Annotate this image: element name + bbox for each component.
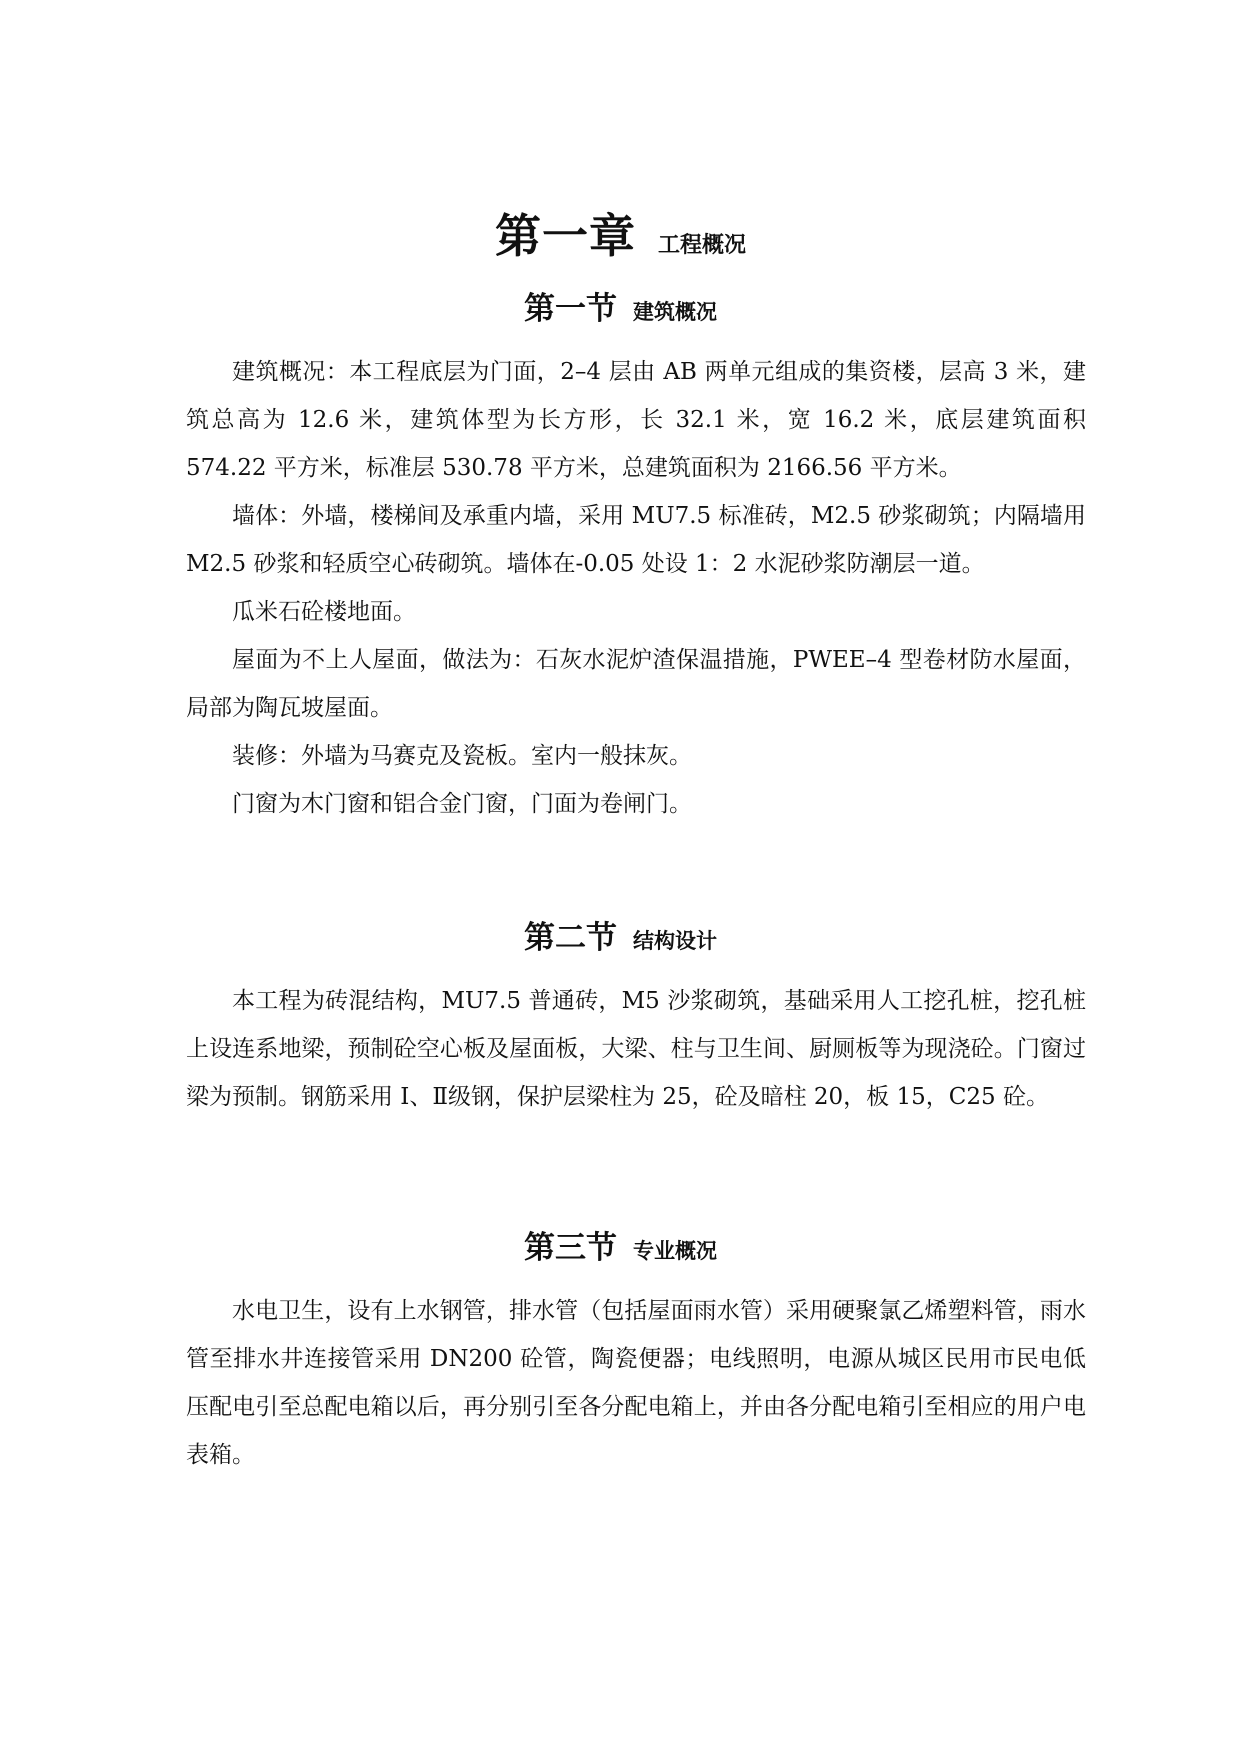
section-title: 专业概况 [633, 1239, 717, 1263]
chapter-heading [0, 200, 1241, 266]
paragraph: 水电卫生，设有上水钢管，排水管（包括屋面雨水管）采用硬聚氯乙烯塑料管，雨水管至排水井连接管采用 DN200 砼管，陶瓷便器；电线照明，电源从城区民用市民电低压配电引至总配电箱以后，再分别引至各分配电箱上，并由各分配电箱引至相应的用户电表箱。 [186, 1298, 1086, 1468]
section-body-3 [186, 1287, 1086, 1479]
section-body-1 [186, 348, 1086, 828]
section-number: 第二节 [524, 920, 617, 956]
section-title: 结构设计 [633, 929, 717, 953]
chapter-number: 第一章 [494, 209, 636, 263]
section-number: 第三节 [524, 1230, 617, 1266]
paragraph: 门窗为木门窗和铝合金门窗，门面为卷闸门。 [232, 791, 692, 817]
section-title: 建筑概况 [633, 300, 717, 324]
section-heading-2 [0, 912, 1241, 957]
paragraph: 瓜米石砼楼地面。 [232, 599, 416, 625]
paragraph: 墙体：外墙，楼梯间及承重内墙，采用 MU7.5 标准砖，M2.5 砂浆砌筑；内隔墙用 M2.5 砂浆和轻质空心砖砌筑。墙体在-0.05 处设 1：2 水泥砂浆防潮层一道。 [186, 503, 1086, 577]
section-heading-1 [0, 283, 1241, 328]
paragraph: 屋面为不上人屋面，做法为：石灰水泥炉渣保温措施，PWEE–4 型卷材防水屋面，局部为陶瓦坡屋面。 [186, 647, 1086, 721]
paragraph: 装修：外墙为马赛克及瓷板。室内一般抹灰。 [232, 743, 692, 769]
section-number: 第一节 [524, 291, 617, 327]
section-body-2 [186, 977, 1086, 1121]
section-heading-3 [0, 1222, 1241, 1267]
paragraph: 建筑概况：本工程底层为门面，2–4 层由 AB 两单元组成的集资楼，层高 3 米，建筑总高为 12.6 米，建筑体型为长方形，长 32.1 米，宽 16.2 米，底层建筑面积 574.22 平方米，标准层 530.78 平方米，总建筑面积为 2166.56 平方米。 [186, 359, 1086, 481]
paragraph: 本工程为砖混结构，MU7.5 普通砖，M5 沙浆砌筑，基础采用人工挖孔桩，挖孔桩上设连系地梁，预制砼空心板及屋面板，大梁、柱与卫生间、厨厕板等为现浇砼。门窗过梁为预制。钢筋采用 I、Ⅱ级钢，保护层梁柱为 25，砼及暗柱 20，板 15，C25 砼。 [186, 988, 1086, 1110]
chapter-title: 工程概况 [657, 233, 746, 258]
